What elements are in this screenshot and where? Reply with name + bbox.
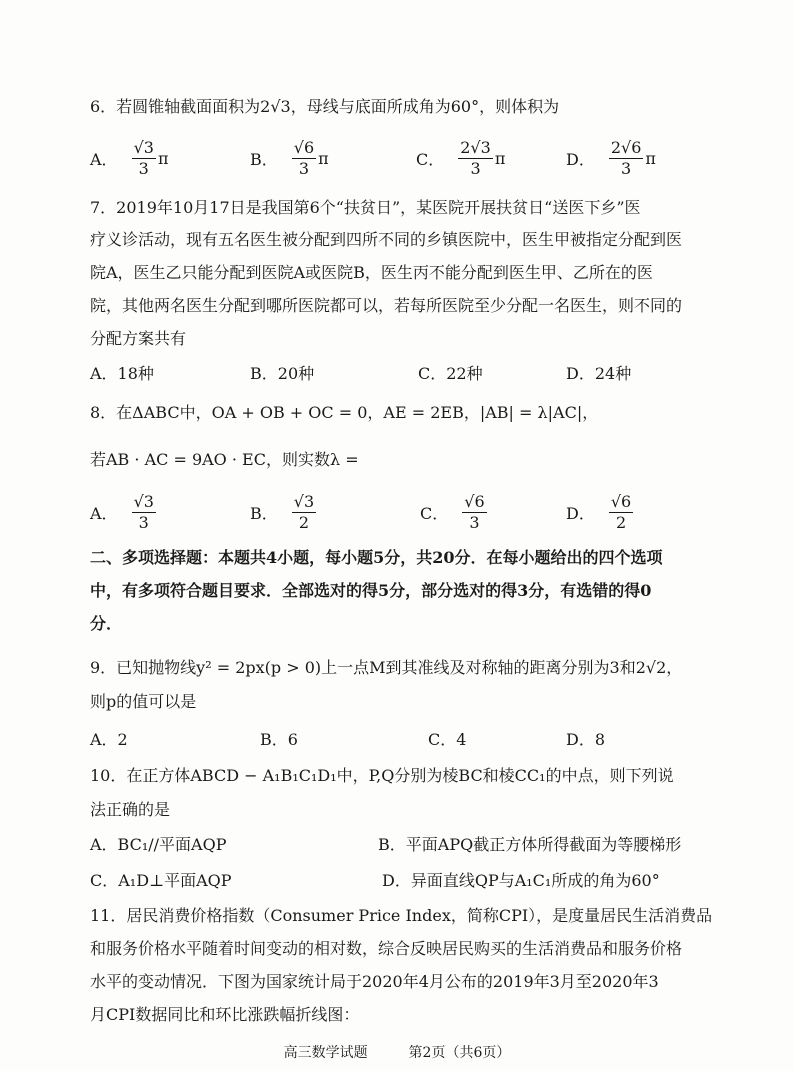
section-heading: 分． — [90, 614, 123, 633]
q11-line: 月CPI数据同比和环比涨跌幅折线图： — [90, 1005, 360, 1024]
fraction: $\frac{2√6}{3}$ — [610, 137, 642, 178]
q7-option-d[interactable]: D．24种 — [566, 364, 632, 383]
fraction: $\frac{2√3}{3}$ — [460, 137, 491, 178]
option-label: D． — [566, 503, 595, 523]
section-heading: 中，有多项符合题目要求．全部选对的得5分，部分选对的得3分，有选错的得0 — [90, 581, 652, 600]
q7-option-b[interactable]: B．20种 — [250, 364, 315, 383]
option-label: B． — [250, 503, 278, 523]
q9-option-c[interactable]: C．4 — [428, 730, 467, 749]
q7-option-a[interactable]: A．18种 — [90, 364, 154, 383]
q6-option-d[interactable]: D． $\frac{2√6}{3}$ π — [566, 137, 656, 178]
fraction: $\frac{√3}{3}$ — [133, 137, 154, 178]
q7-line: 7．2019年10月17日是我国第6个“扶贫日”，某医院开展扶贫日“送医下乡”医 — [90, 198, 641, 217]
q10-option-d[interactable]: D．异面直线QP与A₁C₁所成的角为60° — [382, 871, 660, 890]
footer-page-number: 第2页（共6页） — [408, 1045, 511, 1061]
q9-line2: 则p的值可以是 — [90, 692, 197, 711]
option-label: D． — [566, 149, 595, 169]
q9-option-d[interactable]: D．8 — [566, 730, 606, 749]
q7-line: 疗义诊活动，现有五名医生被分配到四所不同的乡镇医院中，医生甲被指定分配到医 — [90, 230, 683, 249]
q8-option-c[interactable] — [420, 488, 489, 536]
option-label: C． — [416, 149, 445, 169]
q8-option-b[interactable] — [250, 488, 318, 536]
footer-subject: 高三数学试题 — [283, 1045, 368, 1061]
q8-option-a[interactable] — [90, 488, 158, 536]
option-label: C． — [420, 503, 449, 523]
fraction: $\frac{√3}{2}$ — [293, 491, 315, 532]
q9-line1: 9．已知抛物线y² = 2px(p > 0)上一点M到其准线及对称轴的距离分别为3和2√2， — [90, 658, 683, 677]
q10-option-b[interactable]: B．平面APQ截正方体所得截面为等腰梯形 — [378, 835, 682, 854]
q6-option-b[interactable]: B． $\frac{√6}{3}$ π — [250, 137, 329, 178]
page-footer — [0, 1042, 794, 1062]
fraction: $\frac{√6}{3}$ — [293, 137, 315, 178]
q6-options — [90, 134, 720, 182]
fraction: $\frac{√6}{3}$ — [464, 491, 485, 532]
q6-option-c[interactable]: C． $\frac{2√3}{3}$ π — [416, 137, 506, 178]
q11-line: 水平的变动情况．下图为国家统计局于2020年4月公布的2019年3月至2020年3 — [90, 972, 659, 991]
option-label: A． — [90, 503, 118, 523]
q11-line: 11．居民消费价格指数（Consumer Price Index，简称CPI），是度量居民生活消费品 — [90, 906, 713, 925]
q9-option-a[interactable]: A．2 — [90, 730, 128, 749]
q6-option-a[interactable]: A． $\frac{√3}{3}$ π — [90, 137, 169, 178]
q9-option-b[interactable]: B．6 — [260, 730, 298, 749]
q11-line: 和服务价格水平随着时间变动的相对数，综合反映居民购买的生活消费品和服务价格 — [90, 939, 683, 958]
q8-line1: 8．在ΔABC中，OA + OB + OC = 0，AE = 2EB，|AB| = λ|AC|， — [90, 403, 599, 422]
q10-option-a[interactable]: A．BC₁//平面AQP — [90, 835, 227, 854]
fraction: $\frac{√6}{2}$ — [610, 491, 632, 532]
q10-line2: 法正确的是 — [90, 800, 171, 819]
q10-option-c[interactable]: C．A₁D⊥平面AQP — [90, 871, 232, 890]
fraction: $\frac{√3}{3}$ — [133, 491, 154, 532]
q6-stem: 6．若圆锥轴截面面积为2√3，母线与底面所成角为60°，则体积为 — [90, 97, 560, 116]
option-label: B． — [250, 149, 278, 169]
q10-line1: 10．在正方体ABCD − A₁B₁C₁D₁中，P,Q分别为棱BC和棱CC₁的中点，则下列说 — [90, 766, 674, 785]
q8-line2: 若AB · AC = 9AO · EC，则实数λ = — [90, 450, 359, 469]
q8-option-d[interactable] — [566, 488, 635, 536]
option-label: A． — [90, 149, 118, 169]
q7-line: 分配方案共有 — [90, 329, 187, 348]
q7-line: 院，其他两名医生分配到哪所医院都可以，若每所医院至少分配一名医生，则不同的 — [90, 296, 683, 315]
q7-line: 院A，医生乙只能分配到医院A或医院B，医生丙不能分配到医生甲、乙所在的医 — [90, 263, 653, 282]
section-heading: 二、多项选择题：本题共4小题，每小题5分，共20分．在每小题给出的四个选项 — [90, 548, 663, 567]
q7-option-c[interactable]: C．22种 — [418, 364, 483, 383]
q8-options — [90, 488, 720, 536]
